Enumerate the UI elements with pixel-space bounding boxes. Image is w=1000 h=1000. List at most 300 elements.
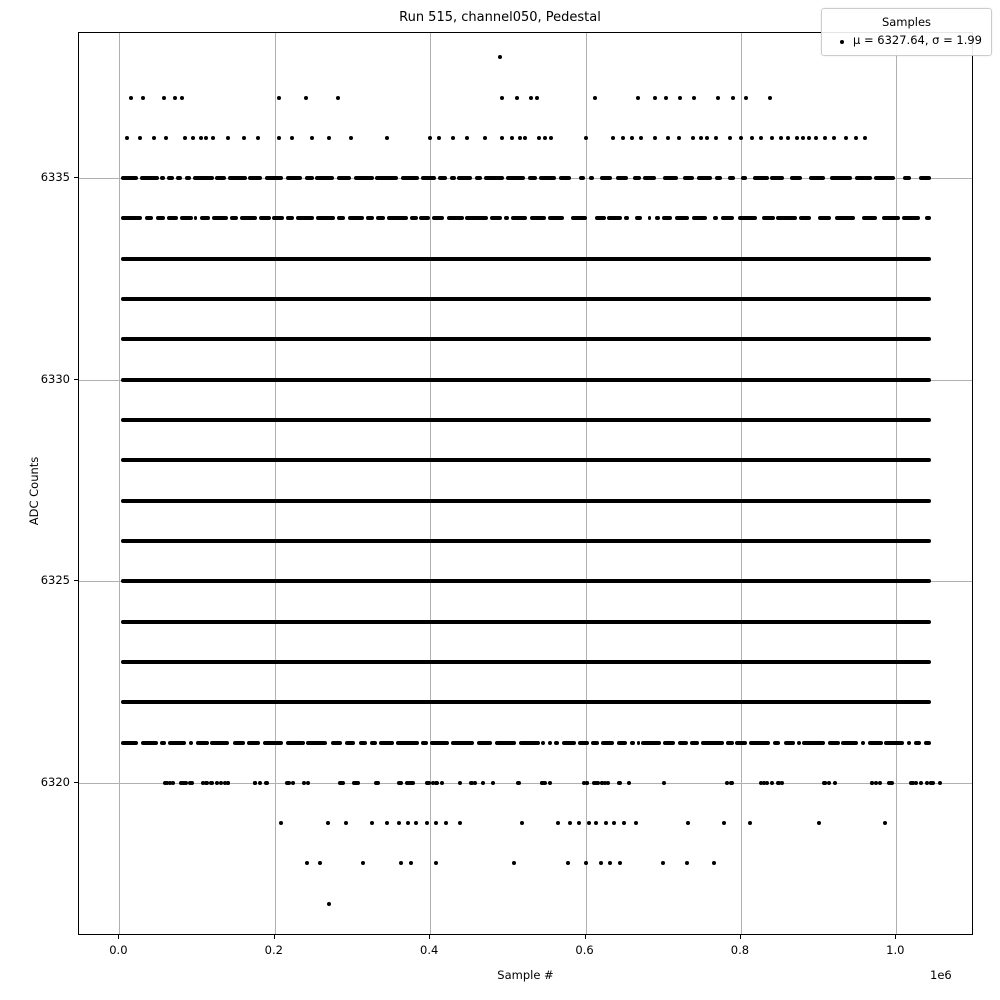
data-row: [701, 741, 724, 745]
data-point: [823, 781, 827, 785]
data-point: [870, 781, 874, 785]
data-row: [713, 216, 717, 220]
x-tick: [429, 935, 430, 939]
data-point: [458, 821, 462, 825]
data-row: [359, 741, 367, 745]
data-point: [722, 821, 726, 825]
data-row: [635, 216, 642, 220]
data-point: [823, 136, 827, 140]
data-point: [437, 136, 441, 140]
data-row: [331, 741, 342, 745]
data-row: [121, 418, 931, 422]
data-point: [190, 781, 194, 785]
data-point: [832, 136, 836, 140]
data-row: [259, 216, 271, 220]
data-point: [141, 96, 145, 100]
data-point: [801, 136, 805, 140]
data-point: [686, 821, 690, 825]
data-point: [426, 781, 430, 785]
chart-title: Run 515, channel050, Pedestal: [399, 10, 601, 25]
legend-marker-icon: [831, 32, 853, 49]
data-point: [691, 136, 695, 140]
data-point: [399, 781, 403, 785]
data-point: [125, 136, 129, 140]
data-point: [435, 781, 439, 785]
data-row: [773, 741, 780, 745]
data-point: [639, 136, 643, 140]
data-row: [160, 741, 166, 745]
data-row: [633, 176, 641, 180]
data-row: [809, 176, 825, 180]
data-row: [196, 741, 209, 745]
data-row: [457, 176, 472, 180]
data-row: [450, 176, 456, 180]
data-point: [164, 136, 168, 140]
data-row: [884, 741, 903, 745]
data-row: [662, 216, 672, 220]
data-point: [434, 861, 438, 865]
data-row: [410, 216, 418, 220]
data-row: [728, 176, 735, 180]
data-row: [715, 176, 722, 180]
data-row: [193, 176, 213, 180]
y-tick-label: 6335: [40, 170, 70, 185]
x-tick: [118, 935, 119, 939]
data-row: [630, 741, 635, 745]
data-row: [519, 741, 540, 745]
data-point: [326, 821, 330, 825]
data-point: [748, 821, 752, 825]
data-point: [481, 781, 485, 785]
data-point: [304, 96, 308, 100]
data-row: [506, 176, 525, 180]
data-point: [844, 136, 848, 140]
data-point: [537, 136, 541, 140]
data-row: [167, 216, 178, 220]
x-tick-label: 0.2: [264, 943, 283, 957]
data-row: [601, 741, 614, 745]
data-point: [162, 96, 166, 100]
data-row: [140, 176, 159, 180]
data-point: [310, 136, 314, 140]
data-row: [925, 216, 931, 220]
data-point: [716, 96, 720, 100]
data-row: [230, 216, 238, 220]
data-point: [765, 781, 769, 785]
data-row: [675, 216, 689, 220]
data-row: [721, 216, 735, 220]
data-row: [305, 176, 314, 180]
data-row: [902, 216, 919, 220]
data-row: [641, 741, 661, 745]
data-point: [664, 96, 668, 100]
x-gridline: [741, 33, 742, 934]
data-point: [768, 96, 772, 100]
data-row: [762, 216, 775, 220]
data-point: [685, 861, 689, 865]
data-row: [559, 176, 571, 180]
data-row: [600, 176, 612, 180]
data-point: [258, 781, 262, 785]
data-row: [914, 741, 922, 745]
data-point: [242, 136, 246, 140]
data-point: [290, 136, 294, 140]
data-point: [611, 136, 615, 140]
data-point: [465, 136, 469, 140]
data-point: [634, 821, 638, 825]
legend-entry: [831, 32, 982, 49]
data-row: [655, 216, 659, 220]
y-tick: [74, 379, 78, 380]
data-row: [156, 216, 165, 220]
data-point: [938, 781, 942, 785]
data-point: [498, 55, 502, 59]
data-row: [548, 216, 564, 220]
data-point: [890, 781, 894, 785]
data-point: [692, 96, 696, 100]
data-row: [868, 741, 883, 745]
data-row: [874, 176, 895, 180]
data-point: [612, 821, 616, 825]
data-point: [385, 136, 389, 140]
data-row: [240, 216, 257, 220]
data-point: [618, 781, 622, 785]
data-row: [168, 741, 186, 745]
data-point: [339, 781, 343, 785]
data-row: [121, 337, 931, 341]
x-tick-label: 1.0: [886, 943, 905, 957]
data-row: [465, 216, 488, 220]
data-point: [604, 821, 608, 825]
data-row: [180, 216, 192, 220]
data-point: [827, 781, 831, 785]
data-point: [226, 136, 230, 140]
data-row: [539, 176, 556, 180]
data-row: [835, 216, 855, 220]
data-row: [616, 176, 627, 180]
data-row: [121, 741, 138, 745]
data-point: [375, 781, 379, 785]
data-row: [578, 741, 588, 745]
data-row: [387, 216, 409, 220]
data-point: [500, 136, 504, 140]
data-row: [316, 216, 335, 220]
data-row: [924, 741, 931, 745]
data-point: [306, 781, 310, 785]
data-point: [919, 781, 923, 785]
data-row: [697, 176, 712, 180]
data-row: [579, 176, 585, 180]
data-row: [265, 176, 284, 180]
data-row: [726, 741, 733, 745]
data-row: [571, 216, 587, 220]
data-row: [337, 176, 352, 180]
x-axis-offset-text: 1e6: [930, 968, 952, 982]
data-point: [833, 781, 837, 785]
data-row: [749, 741, 770, 745]
data-point: [699, 136, 703, 140]
data-point: [204, 136, 208, 140]
data-row: [903, 176, 912, 180]
data-point: [451, 136, 455, 140]
data-point: [409, 861, 413, 865]
data-point: [517, 781, 521, 785]
legend-title: Samples: [881, 15, 932, 29]
data-point: [770, 781, 774, 785]
data-point: [428, 136, 432, 140]
data-point: [226, 781, 230, 785]
data-point: [500, 96, 504, 100]
data-row: [375, 176, 398, 180]
x-tick-label: 0.0: [109, 943, 128, 957]
data-point: [566, 861, 570, 865]
data-point: [529, 96, 533, 100]
data-point: [548, 781, 552, 785]
data-row: [797, 741, 801, 745]
data-point: [349, 136, 353, 140]
data-point: [786, 136, 790, 140]
data-row: [530, 216, 547, 220]
data-row: [862, 216, 877, 220]
data-row: [215, 176, 226, 180]
data-point: [183, 136, 187, 140]
data-row: [337, 216, 346, 220]
data-point: [414, 821, 418, 825]
data-point: [585, 781, 589, 785]
data-point: [863, 136, 867, 140]
data-row: [841, 741, 858, 745]
data-row: [167, 176, 174, 180]
data-row: [637, 741, 640, 745]
data-point: [883, 821, 887, 825]
data-row: [376, 216, 385, 220]
data-row: [607, 216, 622, 220]
data-row: [160, 176, 164, 180]
data-row: [548, 741, 553, 745]
data-row: [753, 176, 769, 180]
x-gridline: [430, 33, 431, 934]
data-point: [606, 781, 610, 785]
x-tick: [585, 935, 586, 939]
data-row: [121, 660, 931, 664]
data-row: [477, 741, 492, 745]
data-row: [401, 176, 419, 180]
data-row: [366, 216, 374, 220]
data-row: [286, 741, 306, 745]
x-gridline: [119, 33, 120, 934]
data-point: [361, 861, 365, 865]
data-row: [776, 216, 797, 220]
data-point: [549, 136, 553, 140]
data-point: [211, 136, 215, 140]
data-row: [345, 741, 356, 745]
data-point: [425, 821, 429, 825]
data-point: [523, 136, 527, 140]
data-row: [495, 741, 516, 745]
data-row: [595, 216, 606, 220]
data-point: [795, 136, 799, 140]
data-row: [189, 741, 193, 745]
data-point: [491, 781, 495, 785]
data-point: [814, 136, 818, 140]
data-row: [818, 216, 831, 220]
data-row: [212, 216, 228, 220]
data-row: [624, 216, 629, 220]
data-point: [336, 96, 340, 100]
data-point: [520, 821, 524, 825]
data-point: [180, 96, 184, 100]
data-point: [584, 861, 588, 865]
data-point: [344, 821, 348, 825]
data-row: [678, 741, 687, 745]
x-gridline: [896, 33, 897, 934]
data-row: [735, 741, 748, 745]
data-row: [741, 176, 747, 180]
x-tick-label: 0.8: [730, 943, 750, 957]
data-point: [556, 821, 560, 825]
data-row: [121, 297, 931, 301]
data-row: [286, 216, 294, 220]
data-point: [205, 781, 209, 785]
data-point: [199, 136, 203, 140]
y-tick-label: 6320: [40, 774, 70, 789]
x-axis-label: Sample #: [497, 968, 554, 982]
data-point: [621, 136, 625, 140]
data-point: [256, 136, 260, 140]
data-point: [622, 821, 626, 825]
data-point: [279, 821, 283, 825]
data-point: [807, 136, 811, 140]
data-point: [370, 821, 374, 825]
data-row: [784, 741, 795, 745]
data-point: [129, 96, 133, 100]
data-row: [830, 176, 852, 180]
data-point: [874, 781, 878, 785]
x-tick-label: 0.6: [575, 943, 594, 957]
data-row: [121, 539, 931, 543]
data-point: [677, 136, 681, 140]
data-point: [286, 781, 290, 785]
data-row: [121, 700, 931, 704]
x-gridline: [275, 33, 276, 934]
data-row: [528, 176, 538, 180]
data-point: [483, 136, 487, 140]
data-point: [277, 136, 281, 140]
data-row: [790, 176, 802, 180]
data-row: [396, 741, 419, 745]
data-point: [265, 781, 269, 785]
y-tick-label: 6330: [40, 371, 70, 386]
data-row: [490, 216, 501, 220]
x-tick: [895, 935, 896, 939]
data-row: [919, 176, 931, 180]
data-point: [173, 96, 177, 100]
data-point: [440, 781, 444, 785]
data-row: [738, 216, 757, 220]
data-row: [438, 176, 447, 180]
data-row: [663, 741, 675, 745]
data-row: [247, 741, 259, 745]
data-point: [210, 781, 214, 785]
data-point: [584, 136, 588, 140]
data-row: [121, 499, 931, 503]
data-row: [315, 176, 334, 180]
data-row: [855, 176, 872, 180]
data-row: [828, 741, 840, 745]
data-point: [277, 96, 281, 100]
data-point: [512, 861, 516, 865]
data-point: [411, 781, 415, 785]
x-tick: [274, 935, 275, 939]
data-row: [451, 741, 474, 745]
data-point: [779, 136, 783, 140]
data-point: [152, 136, 156, 140]
data-row: [354, 176, 373, 180]
y-tick-label: 6325: [40, 573, 70, 588]
data-point: [661, 861, 665, 865]
data-row: [121, 378, 931, 382]
data-point: [138, 136, 142, 140]
data-point: [515, 96, 519, 100]
data-point: [618, 861, 622, 865]
data-point: [587, 821, 591, 825]
data-point: [510, 136, 514, 140]
data-point: [397, 821, 401, 825]
data-point: [327, 902, 331, 906]
data-row: [286, 176, 302, 180]
data-point: [535, 96, 539, 100]
data-row: [145, 216, 154, 220]
data-row: [591, 741, 600, 745]
y-tick: [74, 580, 78, 581]
data-point: [291, 781, 295, 785]
data-row: [233, 741, 246, 745]
data-row: [228, 176, 247, 180]
data-row: [141, 741, 159, 745]
data-point: [318, 861, 322, 865]
data-point: [731, 96, 735, 100]
data-point: [653, 136, 657, 140]
data-point: [929, 781, 933, 785]
data-point: [594, 821, 598, 825]
data-row: [475, 176, 483, 180]
data-row: [263, 741, 283, 745]
data-row: [121, 216, 142, 220]
data-row: [248, 176, 262, 180]
data-point: [750, 136, 754, 140]
data-point: [705, 136, 709, 140]
data-point: [599, 861, 603, 865]
data-row: [419, 216, 430, 220]
data-row: [648, 216, 651, 220]
data-point: [568, 821, 572, 825]
data-point: [730, 781, 734, 785]
data-row: [589, 176, 594, 180]
data-row: [121, 620, 931, 624]
data-point: [600, 781, 604, 785]
data-point: [636, 96, 640, 100]
data-row: [861, 741, 866, 745]
data-row: [296, 216, 314, 220]
data-point: [714, 136, 718, 140]
data-point: [356, 781, 360, 785]
y-axis-label: ADC Counts: [27, 456, 41, 526]
data-row: [770, 176, 784, 180]
data-point: [662, 781, 666, 785]
data-row: [802, 741, 825, 745]
data-row: [484, 176, 504, 180]
data-row: [194, 216, 197, 220]
